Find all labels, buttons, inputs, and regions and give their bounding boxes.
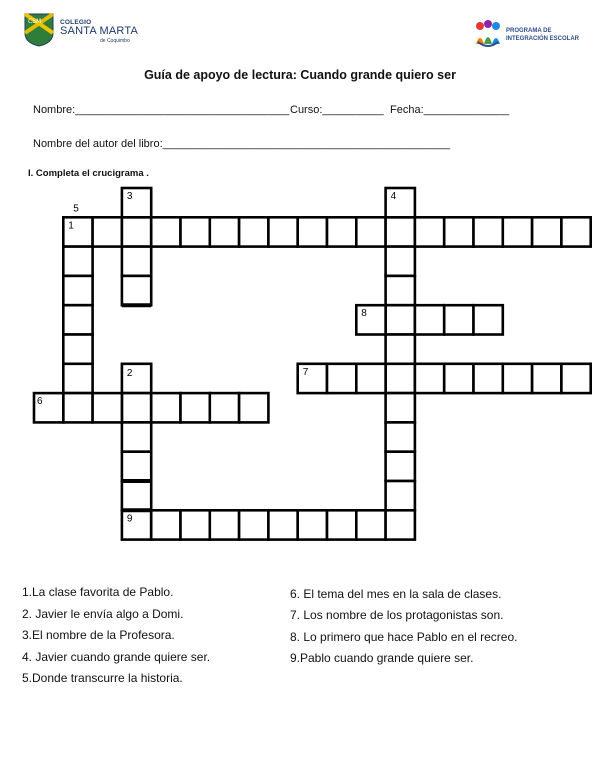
- school-name-line3: de Coquimbo: [100, 38, 130, 44]
- clue-3: 3.El nombre de la Profesora.: [22, 628, 175, 642]
- crossword-cell[interactable]: [268, 510, 297, 539]
- crossword-cell[interactable]: [444, 364, 473, 393]
- crossword-cell[interactable]: [415, 364, 444, 393]
- crossword-cell[interactable]: [122, 393, 151, 422]
- crossword-cell[interactable]: [63, 276, 92, 305]
- crossword-cell[interactable]: [93, 217, 122, 246]
- crossword-cell[interactable]: [122, 481, 151, 510]
- crossword-cell[interactable]: [415, 305, 444, 334]
- clue-number-6: 6: [37, 396, 43, 408]
- crossword-cell[interactable]: [239, 217, 268, 246]
- school-name-line1: COLEGIO: [60, 19, 92, 26]
- crossword-cell[interactable]: [386, 276, 415, 305]
- crossword-cell[interactable]: [503, 217, 532, 246]
- crossword-cell[interactable]: [151, 393, 180, 422]
- clue-number-4: 4: [390, 191, 397, 202]
- clue-9: 9.Pablo cuando grande quiere ser.: [290, 651, 474, 665]
- crossword-cell[interactable]: [122, 217, 151, 246]
- crossword-cell[interactable]: [327, 217, 356, 246]
- crossword-cell[interactable]: [356, 217, 385, 246]
- clue-2: 2. Javier le envía algo a Domi.: [22, 607, 184, 621]
- crossword-cell[interactable]: [386, 247, 415, 276]
- section-title: I. Completa el crucigrama .: [28, 168, 149, 179]
- crossword-cell[interactable]: [122, 452, 151, 481]
- clue-number-3: 3: [126, 191, 133, 202]
- crossword-cell[interactable]: [63, 393, 92, 422]
- crossword-cell[interactable]: [356, 510, 385, 539]
- crossword-cell[interactable]: [474, 217, 503, 246]
- crossword-cell[interactable]: [122, 247, 151, 276]
- crossword-cell[interactable]: [122, 422, 151, 451]
- clue-number-8: 8: [361, 308, 367, 320]
- clue-1: 1.La clase favorita de Pablo.: [22, 585, 174, 599]
- crossword-cell[interactable]: [122, 276, 151, 305]
- crossword-cell[interactable]: [93, 393, 122, 422]
- clue-number-7: 7: [302, 366, 309, 378]
- crest-letter-c: CSM: [28, 18, 42, 25]
- clue-7: 7. Los nombre de los protagonistas son.: [290, 608, 504, 622]
- crossword-cell[interactable]: [63, 305, 92, 334]
- crossword-cell[interactable]: [210, 217, 239, 246]
- nombre-field[interactable]: Nombre:___________________________________: [33, 104, 290, 116]
- crossword-cell[interactable]: [268, 217, 297, 246]
- crossword-cell[interactable]: [561, 364, 590, 393]
- crossword-cell[interactable]: [63, 247, 92, 276]
- crossword-cell[interactable]: [415, 217, 444, 246]
- autor-field[interactable]: Nombre del autor del libro:_______________________________________________: [33, 138, 451, 150]
- crossword-cell[interactable]: [386, 422, 415, 451]
- crossword-cell[interactable]: [444, 305, 473, 334]
- crossword-cell[interactable]: [386, 305, 415, 334]
- fecha-field[interactable]: Fecha:______________: [390, 104, 510, 116]
- crossword-cell[interactable]: [386, 452, 415, 481]
- crossword-cell[interactable]: [327, 510, 356, 539]
- crossword-cell[interactable]: [386, 364, 415, 393]
- crossword-cell[interactable]: [474, 364, 503, 393]
- crossword-cell[interactable]: [444, 217, 473, 246]
- curso-field[interactable]: Curso:__________: [290, 104, 384, 116]
- crossword-cell[interactable]: [356, 364, 385, 393]
- crossword-cell[interactable]: [298, 217, 327, 246]
- clue-number-2: 2: [126, 367, 133, 379]
- crossword-cell[interactable]: [239, 510, 268, 539]
- clue-number-1: 1: [68, 220, 74, 232]
- crossword-cell[interactable]: [386, 217, 415, 246]
- crossword-cell[interactable]: [151, 217, 180, 246]
- crossword-cell[interactable]: [532, 217, 561, 246]
- crossword-cell[interactable]: [532, 364, 561, 393]
- program-name-line2: INTEGRACIÓN ESCOLAR: [506, 36, 580, 42]
- crossword-cell[interactable]: [181, 510, 210, 539]
- crossword-cell[interactable]: [63, 335, 92, 364]
- crossword-cell[interactable]: [239, 393, 268, 422]
- crossword-cell[interactable]: [474, 305, 503, 334]
- crossword-cell[interactable]: [561, 217, 590, 246]
- crossword-cell[interactable]: [503, 364, 532, 393]
- clue-5: 5.Donde transcurre la historia.: [22, 671, 183, 685]
- clue-4: 4. Javier cuando grande quiere ser.: [22, 650, 211, 664]
- page-title: Guía de apoyo de lectura: Cuando grande quiero ser: [144, 68, 456, 82]
- clue-number-5: 5: [73, 203, 79, 215]
- crossword-cell[interactable]: [386, 481, 415, 510]
- clue-6: 6. El tema del mes en la sala de clases.: [290, 587, 502, 601]
- crossword-cell[interactable]: [181, 217, 210, 246]
- crossword-cell[interactable]: [386, 510, 415, 539]
- crossword-cell[interactable]: [210, 393, 239, 422]
- crossword-cell[interactable]: [298, 510, 327, 539]
- crossword-cell[interactable]: [63, 364, 92, 393]
- program-name-line1: PROGRAMA DE: [506, 28, 552, 34]
- crossword-cell[interactable]: [151, 510, 180, 539]
- crossword-cell[interactable]: [181, 393, 210, 422]
- crossword-cell[interactable]: [386, 335, 415, 364]
- clue-number-9: 9: [126, 513, 133, 525]
- crossword-cell[interactable]: [210, 510, 239, 539]
- clue-8: 8. Lo primero que hace Pablo en el recreo.: [290, 630, 518, 644]
- school-name-line2: SANTA MARTA: [60, 25, 138, 37]
- crossword-cell[interactable]: [386, 393, 415, 422]
- crossword-cell[interactable]: [327, 364, 356, 393]
